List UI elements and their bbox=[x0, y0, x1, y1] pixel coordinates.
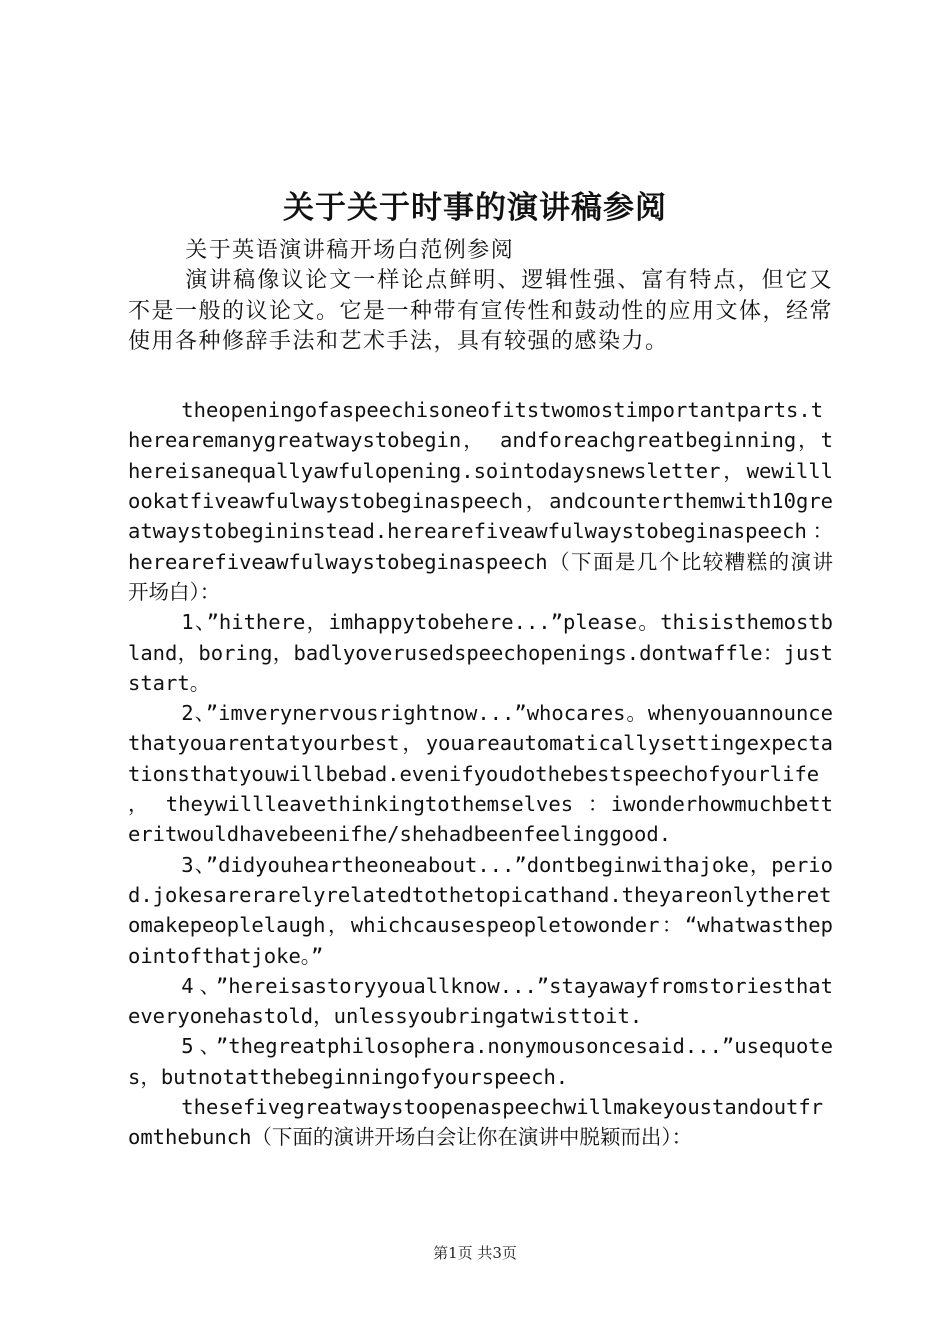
subtitle-paragraph: 关于英语演讲稿开场白范例参阅 bbox=[185, 238, 515, 263]
closing-paragraph: thesefivegreatwaystoopenaspeechwillmakeyoustandoutfromthebunch（下面的演讲开场白会让你在演讲中脱颖而出）： bbox=[128, 1095, 824, 1150]
list-item-5: 5、”thegreatphilosophera.nonymousoncesaid...”usequotes，butnotatthebeginningofyourspeech. bbox=[128, 1034, 833, 1089]
opening-paragraph: theopeningofaspeechisoneofitstwomostimportantparts.therearemanygreatwaystobegin， andforeachgreatbeginning，thereisanequallyawfulopening.sointodaysnewsletter，wewilllookatfiveawfulwaystobeginaspeech，andcounterthemwith10greatwaystobegininstead.herearefiveawfulwaystobeginaspeech：herearefiveawfulwaystobeginaspeech（下面是几个比较糟糕的演讲开场白）： bbox=[128, 398, 833, 604]
list-item-1: 1、”hithere，imhappytobehere...”please。thisisthemostbland，boring，badlyoverusedspeechopenings.dontwaffle：juststart。 bbox=[128, 610, 833, 695]
list-item-2: 2、”imverynervousrightnow...”whocares。whenyouannouncethatyouarentatyourbest，youareautomaticallysettingexpectationsthatyouwillbebad.evenifyoudothebestspeechofyourlife ， theywillleavethinkingtothemselves ：iwonderhowmuchbetteritwouldhavebeenifhe/shehadbeenfeelinggood. bbox=[128, 701, 833, 847]
paragraph-spacer bbox=[128, 357, 833, 395]
list-item-4: 4、”hereisastoryyouallknow...”stayawayfromstoriesthateveryonehastold，unlessyoubringatwisttoit. bbox=[128, 973, 833, 1029]
document-title: 关于关于时事的演讲稿参阅 bbox=[283, 190, 667, 226]
document-body bbox=[128, 236, 833, 1153]
page-footer: 第1页 共3页 bbox=[433, 1244, 517, 1262]
list-item-3: 3、”didyouheartheoneabout...”dontbeginwithajoke，period.jokesarerarelyrelatedtothetopicathand.theyareonlytheretomakepeoplelaugh，whichcausespeopletowonder：“whatwasthepointofthatjoke。” bbox=[128, 852, 833, 968]
intro-paragraph: 演讲稿像议论文一样论点鲜明、逻辑性强、富有特点，但它又不是一般的议论文。它是一种带有宣传性和鼓动性的应用文体，经常使用各种修辞手法和艺术手法，具有较强的感染力。 bbox=[128, 268, 834, 354]
